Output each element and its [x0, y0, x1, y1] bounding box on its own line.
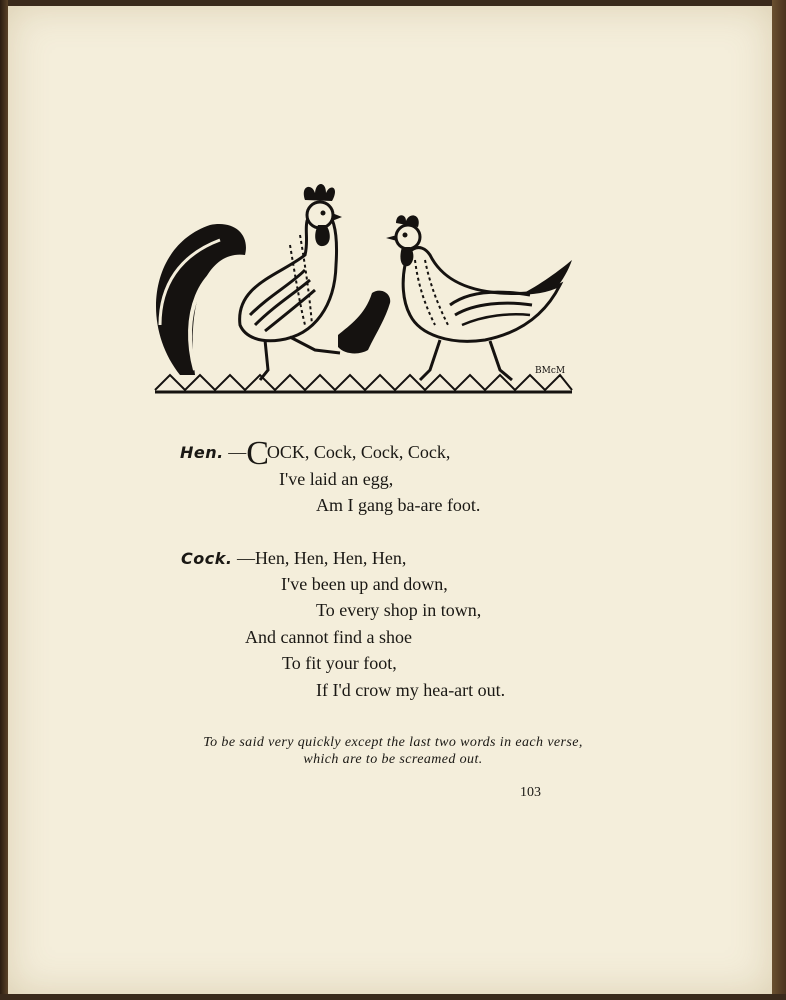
hen-verse-line-3: Am I gang ba-are foot.: [316, 495, 481, 515]
shoe-icon: [338, 291, 390, 354]
rooster-and-hen-illustration: [140, 175, 580, 400]
hen-verse-line-1: [180, 435, 451, 472]
rooster-icon: [156, 184, 342, 380]
cock-verse-line-4: And cannot find a shoe: [245, 627, 412, 647]
reading-note-line-2: which are to be screamed out.: [303, 752, 483, 767]
hen-verse-line-2: I've laid an egg,: [279, 469, 394, 489]
book-binding-bottom: [0, 994, 786, 1000]
cock-verse-line-1: [181, 548, 406, 569]
book-binding-left: [0, 0, 8, 1000]
book-binding-right: [772, 0, 786, 1000]
cock-verse-line-3: To every shop in town,: [316, 600, 482, 620]
cock-verse-line-5: To fit your foot,: [282, 653, 397, 673]
cock-speaker-label: Cock.: [181, 549, 233, 568]
verse-text: Hen, Hen, Hen, Hen,: [254, 548, 407, 568]
page-number: 103: [520, 785, 541, 800]
cock-verse-line-6: If I'd crow my hea-art out.: [316, 680, 506, 700]
dash: —: [236, 548, 255, 568]
hen-icon: [386, 215, 572, 380]
dash: —: [228, 442, 247, 462]
cock-verse-line-2: I've been up and down,: [281, 574, 448, 594]
artist-signature: BMcM: [535, 366, 566, 376]
hen-speaker-label: Hen.: [180, 443, 224, 462]
verse-text: OCK, Cock, Cock, Cock,: [266, 442, 451, 462]
reading-note-line-1: To be said very quickly except the last two words in each verse,: [203, 735, 583, 750]
drop-cap: C: [246, 435, 269, 472]
